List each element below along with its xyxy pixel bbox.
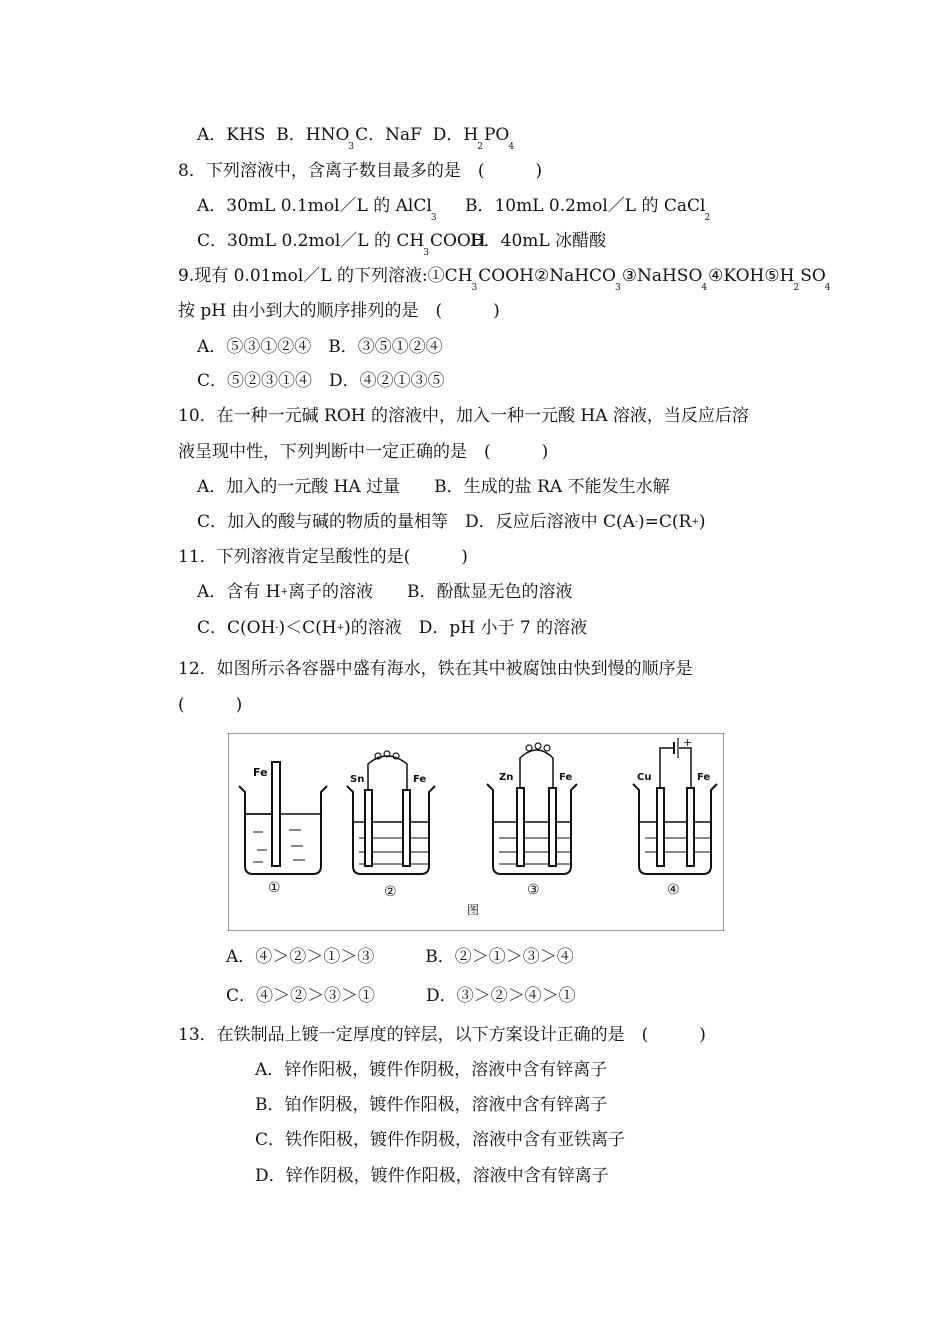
beaker-2-number: ② [384,884,397,900]
corrosion-figure [228,733,724,931]
q9-options-row1: A．⑤③①②④ B．③⑤①②④ [197,337,443,357]
q7-option-d: D．H [432,125,479,145]
q13-option-c: C．铁作阳极，镀件作阴极，溶液中含有亚铁离子 [255,1130,626,1150]
beaker-3-number: ③ [527,882,540,898]
beaker-2 [347,751,435,874]
q7-option-b: B．HNO [276,125,350,145]
q12-stem-1: 12．如图所示各容器中盛有海水，铁在其中被腐蚀由快到慢的顺序是 [178,659,693,679]
q11-options-row2: C．C(OH-)＜C(H+)的溶液 D．pH 小于 7 的溶液 [197,618,588,638]
q11-stem: 11．下列溶液肯定呈酸性的是( ) [178,547,468,567]
battery-plus-sign: + [683,736,693,749]
q10-stem-2: 液呈现中性，下列判断中一定正确的是 ( ) [178,442,549,462]
q10-options-row1: A．加入的一元酸 HA 过量 B．生成的盐 RA 不能发生水解 [197,477,670,497]
q10-stem-1: 10．在一种一元碱 ROH 的溶液中，加入一种一元酸 HA 溶液，当反应后溶 [178,406,749,426]
figure-caption: 图 [467,903,480,917]
q7-option-c: C．NaF [355,125,422,145]
beaker-4-left-electrode-label: Cu [637,772,652,783]
corrosion-diagram [229,734,723,930]
beaker-1-electrode-label: Fe [253,766,268,779]
beaker-4 [633,738,717,874]
q9-stem: 9.现有 0.01mol／L 的下列溶液$:①CH_3COOH②NaHCO_3③NaHSO_4④KOH⑤H_2SO_4$ [178,266,831,293]
beaker-4-number: ④ [667,882,680,898]
q9-stem-2: 按 pH 由小到大的顺序排列的是 ( ) [178,301,500,321]
beaker-3-left-electrode-label: Zn [499,772,514,783]
q8-option-b: B．10mL 0.2mol／L 的 CaCl$_2$ [465,196,711,223]
q13-option-b: B．铂作阴极，镀件作阳极，溶液中含有锌离子 [255,1095,608,1115]
q8-stem: 8．下列溶液中，含离子数目最多的是 ( ) [178,161,543,181]
q7-option-a: A．KHS [197,125,266,145]
beaker-2-right-electrode-label: Fe [413,774,427,785]
q8-option-c: C．30mL 0.2mol／L 的 $CH_3COOH$ [197,231,486,258]
q7-options: A．KHS B．$HNO_3C$．NaF D．$H_2PO_4$ [197,125,515,152]
q11-options-row1: A．含有 H+离子的溶液 B．酚酞显无色的溶液 [197,582,573,602]
q8-option-a: A．30mL 0.1mol／L 的 AlCl$_3$ [197,196,437,223]
beaker-1-number: ① [268,880,281,896]
q8-option-d: D．40mL 冰醋酸 [470,231,607,251]
beaker-2-left-electrode-label: Sn [350,774,365,785]
beaker-3 [487,743,577,874]
q13-stem: 13．在铁制品上镀一定厚度的锌层，以下方案设计正确的是 ( ) [178,1025,706,1045]
q13-option-d: D．锌作阴极，镀件作阳极，溶液中含有锌离子 [255,1166,609,1186]
q10-options-row2: C．加入的酸与碱的物质的量相等 D．反应后溶液中 C(A-)=C(R+) [197,512,706,532]
beaker-4-right-electrode-label: Fe [697,772,711,783]
beaker-3-right-electrode-label: Fe [559,772,573,783]
q12-options-row1: A．④＞②＞①＞③ B．②＞①＞③＞④ [226,947,574,967]
q12-options-row2: C．④＞②＞③＞① D．③＞②＞④＞① [226,986,576,1006]
q13-option-a: A．锌作阳极，镀件作阴极，溶液中含有锌离子 [255,1060,608,1080]
q12-stem-2: ( ) [178,695,243,715]
q9-options-row2: C．⑤②③①④ D．④②①③⑤ [197,371,445,391]
